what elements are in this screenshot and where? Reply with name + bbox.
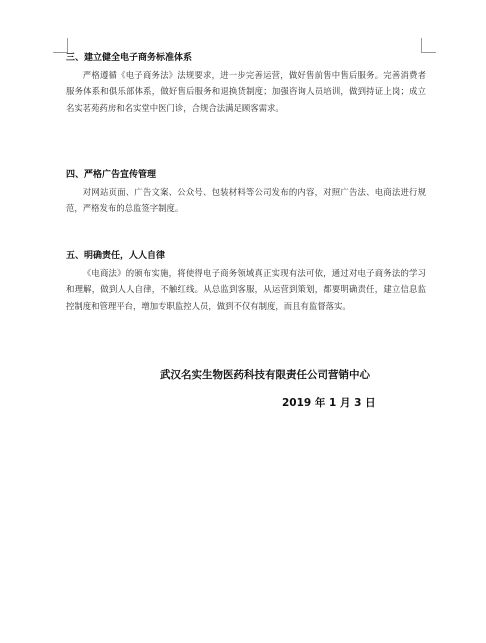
document-date: 2019 年 1 月 3 日 bbox=[282, 397, 376, 409]
company-signature: 武汉名实生物医药科技有限责任公司营销中心 bbox=[160, 369, 370, 381]
section-responsibility bbox=[66, 250, 426, 314]
section-heading: 五、明确责任，人人自律 bbox=[66, 251, 166, 261]
section-heading: 四、严格广告宣传管理 bbox=[66, 170, 157, 180]
section-paragraph: 对网站页面、广告文案、公众号、包装材料等公司发布的内容，对照广告法、电商法进行规范，严格发布的总监签字制度。 bbox=[66, 187, 426, 214]
section-paragraph: 严格遵循《电子商务法》法规要求，进一步完善运营，做好售前售中售后服务。完善消费者服务体系和俱乐部体系，做好售后服务和退换货制度；加强咨询人员培训，做到持证上岗；成立名实茗苑药房和名实堂中医门诊，合规合法满足顾客需求。 bbox=[66, 70, 426, 113]
section-advertising bbox=[66, 169, 426, 217]
section-standards bbox=[66, 52, 426, 116]
section-heading: 三、建立健全电子商务标准体系 bbox=[66, 53, 193, 63]
section-paragraph: 《电商法》的颁布实施，将使得电子商务领域真正实现有法可依，通过对电子商务法的学习和理解，做到人人自律，不触红线。从总监到客服，从运营到策划，都要明确责任，建立信息监控制度和管理平台，增加专职监控人员，做到不仅有制度，而且有监督落实。 bbox=[66, 268, 426, 311]
crop-mark-top-right bbox=[421, 38, 436, 53]
crop-mark-top-left bbox=[53, 38, 68, 53]
